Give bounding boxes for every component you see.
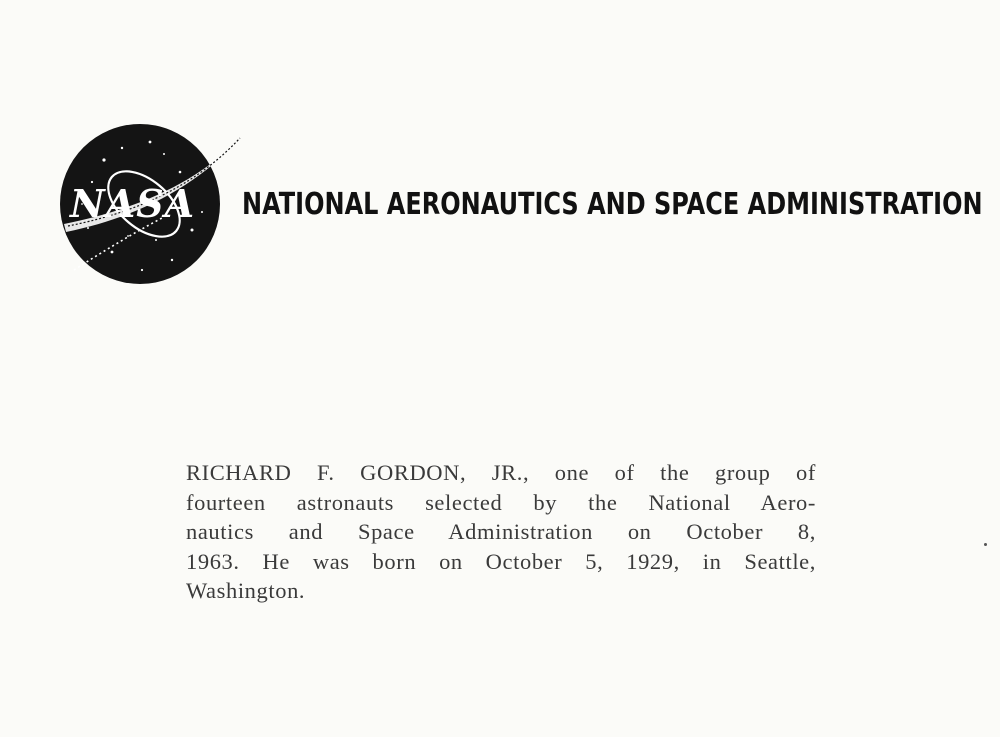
nasa-meatball-logo-icon [52,120,252,290]
bio-line: Washington. [186,578,306,603]
bio-line: nautics and Space Administration on October 8, [186,519,816,544]
svg-text:NASA: NASA [70,181,196,226]
agency-name-heading: NATIONAL AERONAUTICS AND SPACE ADMINISTRATION [242,187,983,222]
bio-line: 1963. He was born on October 5, 1929, in Seattle, [186,548,816,574]
bio-line: RICHARD F. GORDON, JR., one of the group of [186,460,816,485]
paper-speck [984,543,987,546]
astronaut-biography-paragraph [186,458,816,606]
bio-line: fourteen astronauts selected by the National Aero- [186,489,816,515]
